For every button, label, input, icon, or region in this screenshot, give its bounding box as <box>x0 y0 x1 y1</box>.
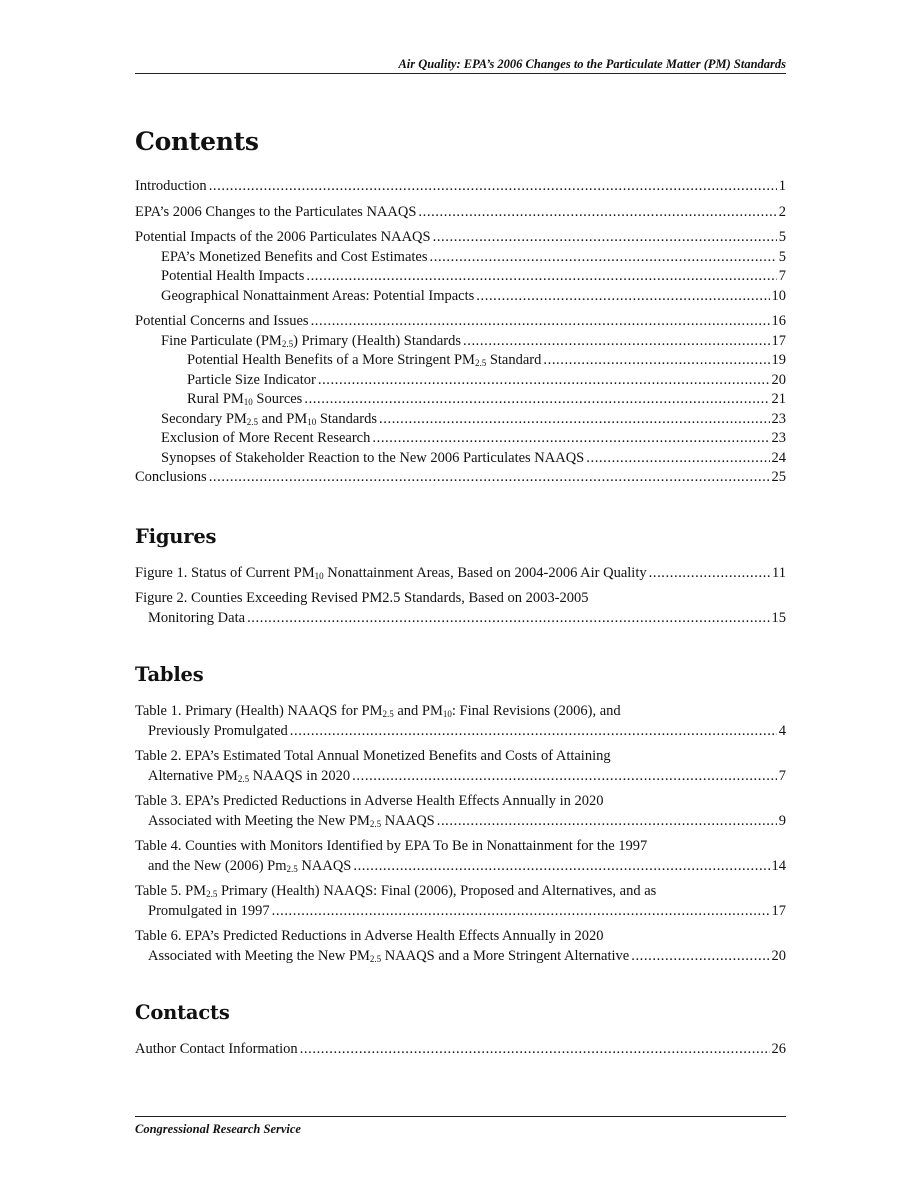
contact-entry-author[interactable]: Author Contact Information ..... 26 <box>135 1040 786 1060</box>
page-number: 9 <box>778 812 786 829</box>
toc-entry-rural-sources[interactable]: Rural $PM_{10}$ Sources ..... 21 <box>135 390 786 410</box>
page-number: 25 <box>771 469 786 485</box>
table-entry-3[interactable]: Table 3. EPA’s Predicted Reductions in Adverse Health Effects Annually in 2020 Associated with Meeting the New $PM_{2.5}$ NAAQS ..... 9 <box>135 792 786 831</box>
page-number: 17 <box>771 902 786 919</box>
contacts-heading: Contacts <box>135 1001 230 1024</box>
toc-entry-epa-2006-changes[interactable]: EPA’s 2006 Changes to the Particulates NAAQS ..... 2 <box>135 203 786 223</box>
page-number: 7 <box>778 268 786 284</box>
page-number: 14 <box>771 857 786 874</box>
page-number: 17 <box>771 332 786 349</box>
running-header <box>135 56 786 74</box>
page-number: 10 <box>771 287 786 304</box>
page-number: 26 <box>771 1041 786 1057</box>
page-number: 7 <box>778 767 786 784</box>
page-number: 4 <box>778 722 786 739</box>
toc-entry-fine-particulate[interactable]: Fine Particulate $(PM_{2.5})$ Primary (Health) Standards ..... 17 <box>135 332 786 352</box>
figure-entry-1[interactable]: Figure 1. Status of Current $PM_{10}$ Nonattainment Areas, Based on 2004-2006 Air Quality ..... 11 <box>135 564 786 584</box>
page-number: 20 <box>771 947 786 964</box>
footer-org: Congressional Research Service <box>135 1122 301 1136</box>
page-footer <box>135 1116 786 1137</box>
table-entry-2[interactable]: Table 2. EPA’s Estimated Total Annual Monetized Benefits and Costs of Attaining Alternative $PM_{2.5}$ NAAQS in 2020 ..... 7 <box>135 747 786 786</box>
running-header-title: Air Quality: EPA’s 2006 Changes to the Particulate Matter (PM) Standards <box>398 57 786 71</box>
toc-entry-potential-impacts[interactable]: Potential Impacts of the 2006 Particulates NAAQS ..... 5 <box>135 228 786 248</box>
page-number: 24 <box>771 449 786 466</box>
toc-entry-secondary-standards[interactable]: Secondary $PM_{2.5}$ and $PM_{10}$ Standards ..... 23 <box>135 410 786 430</box>
page-number: 1 <box>778 178 786 194</box>
page-number: 11 <box>772 564 786 581</box>
page-number: 16 <box>771 313 786 329</box>
page-number: 20 <box>771 371 786 388</box>
table-entry-1[interactable]: Table 1. Primary (Health) NAAQS for $PM_{2.5}$ and $PM_{10}$: Final Revisions (2006), and Previously Promulgated ..... 4 <box>135 702 786 741</box>
toc-entry-health-benefits-stringent[interactable]: Potential Health Benefits of a More Stringent $PM_{2.5}$ Standard ..... 19 <box>135 351 786 371</box>
page-number: 5 <box>778 248 786 265</box>
toc-entry-stakeholder-reaction[interactable]: Synopses of Stakeholder Reaction to the New 2006 Particulates NAAQS ..... 24 <box>135 449 786 469</box>
toc-entry-nonattainment-areas[interactable]: Geographical Nonattainment Areas: Potential Impacts ..... 10 <box>135 287 786 307</box>
page-number: 5 <box>778 229 786 245</box>
toc-entry-health-impacts[interactable]: Potential Health Impacts ..... 7 <box>135 267 786 287</box>
page-number: 23 <box>771 430 786 446</box>
toc-entry-particle-size[interactable]: Particle Size Indicator ..... 20 <box>135 371 786 391</box>
page-number: 21 <box>771 391 786 407</box>
page-number: 15 <box>771 609 786 626</box>
toc-entry-conclusions[interactable]: Conclusions ..... 25 <box>135 468 786 488</box>
table-entry-5[interactable]: Table 5. $PM_{2.5}$ Primary (Health) NAAQS: Final (2006), Proposed and Alternatives, and as Promulgated in 1997 ..... 17 <box>135 882 786 921</box>
toc-entry-monetized-benefits[interactable]: EPA’s Monetized Benefits and Cost Estimates ..... 5 <box>135 248 786 268</box>
table-entry-6[interactable]: Table 6. EPA’s Predicted Reductions in Adverse Health Effects Annually in 2020 Associated with Meeting the New $PM_{2.5}$ NAAQS and a More Stringent Alternative ..... 20 <box>135 927 786 966</box>
figure-entry-2[interactable]: Figure 2. Counties Exceeding Revised PM2.5 Standards, Based on 2003-2005 Monitoring Data ..... 15 <box>135 589 786 628</box>
page-number: 2 <box>778 203 786 220</box>
toc-entry-exclusion-research[interactable]: Exclusion of More Recent Research ..... 23 <box>135 429 786 449</box>
page-number: 23 <box>771 410 786 427</box>
tables-heading: Tables <box>135 663 204 686</box>
figures-heading: Figures <box>135 524 217 548</box>
table-of-contents <box>135 126 786 1060</box>
contents-heading: Contents <box>135 127 259 156</box>
table-entry-4[interactable]: Table 4. Counties with Monitors Identified by EPA To Be in Nonattainment for the 1997 and the New (2006) $Pm_{2.5}$ NAAQS ..... 14 <box>135 837 786 876</box>
toc-entry-introduction[interactable]: Introduction ..... 1 <box>135 177 786 197</box>
toc-entry-concerns-issues[interactable]: Potential Concerns and Issues ..... 16 <box>135 312 786 332</box>
page-number: 19 <box>771 352 786 368</box>
